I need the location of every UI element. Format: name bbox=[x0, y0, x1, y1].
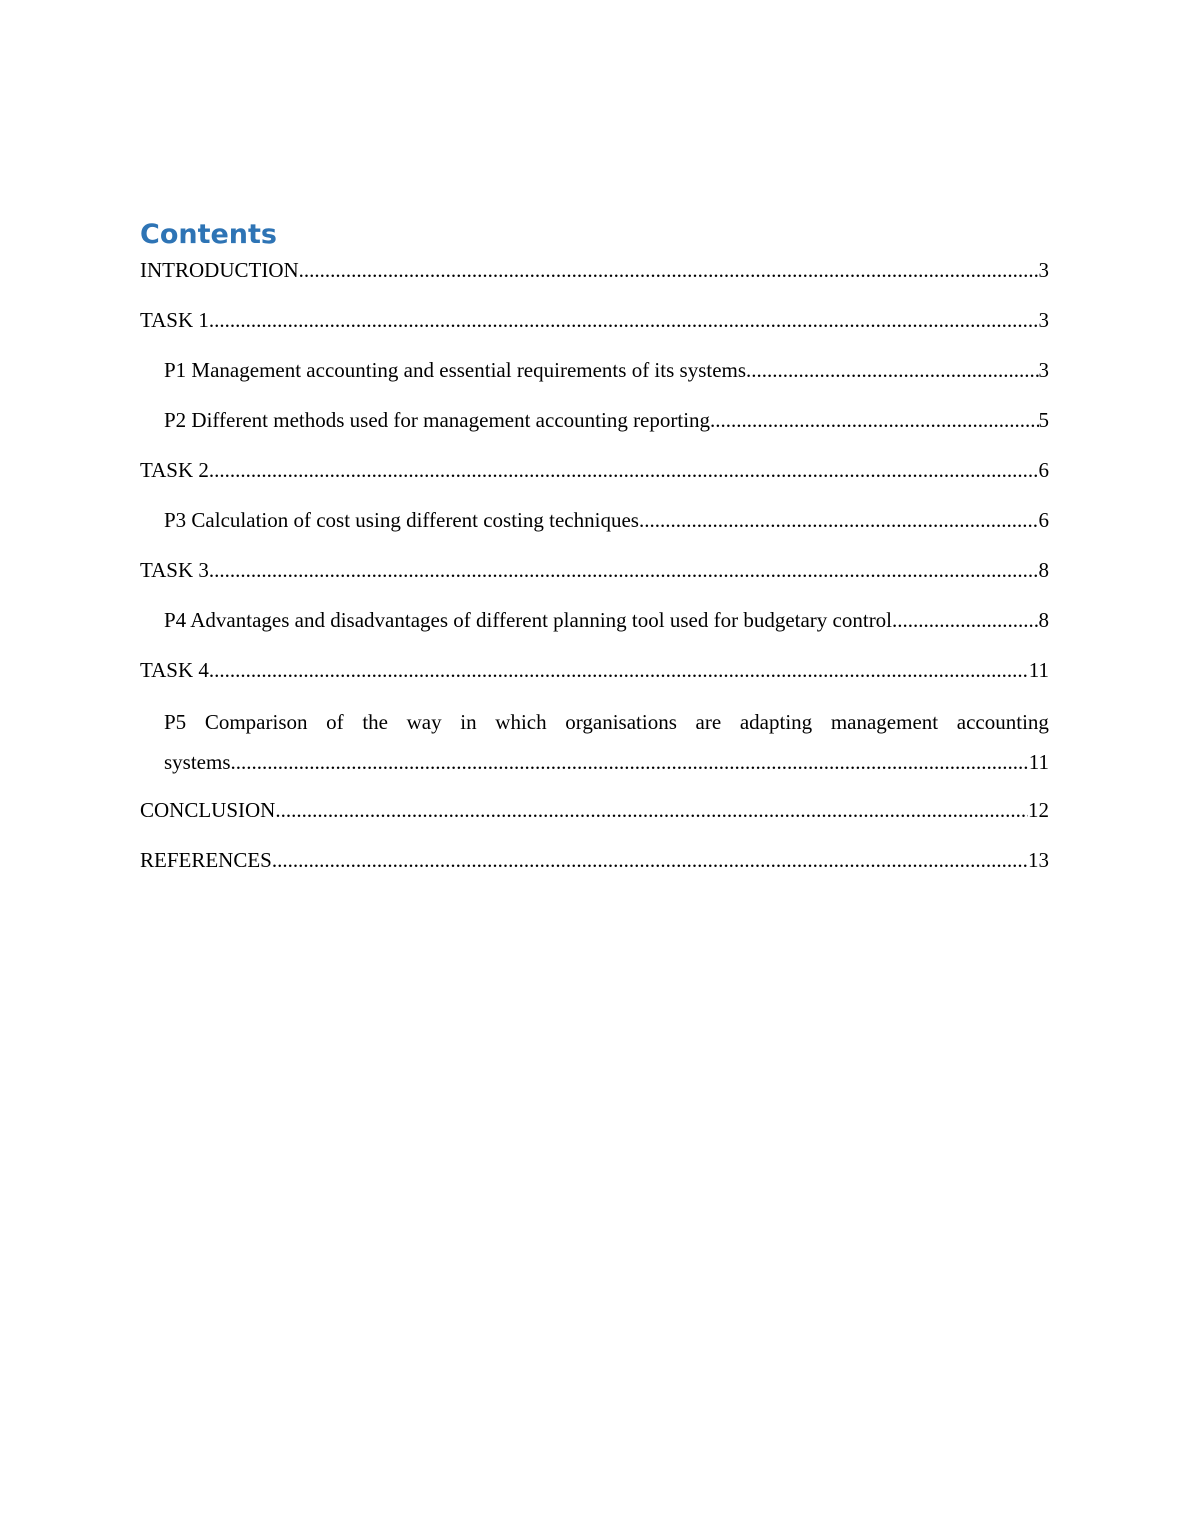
toc-entry-conclusion[interactable] bbox=[140, 792, 1049, 842]
toc-entry-label: P1 Management accounting and essential requirements of its systems bbox=[164, 358, 747, 382]
dot-leader bbox=[892, 602, 1038, 639]
toc-entry-task-4[interactable] bbox=[140, 652, 1049, 702]
toc-entry-word: P5 bbox=[164, 710, 187, 734]
toc-entry-word: accounting bbox=[956, 710, 1049, 734]
toc-entry-p1[interactable] bbox=[140, 352, 1049, 402]
toc-entry-p3[interactable] bbox=[140, 502, 1049, 552]
toc-entry-p5[interactable] bbox=[140, 702, 1049, 792]
dot-leader bbox=[639, 502, 1039, 539]
toc-entry-label: P2 Different methods used for management accounting reporting bbox=[164, 408, 711, 432]
toc-page-number: 3 bbox=[1038, 308, 1049, 332]
toc-entry-word: which bbox=[495, 710, 547, 734]
dot-leader bbox=[209, 652, 1029, 689]
toc-entry-label-line-1 bbox=[164, 702, 1049, 742]
toc-page-number: 8 bbox=[1038, 608, 1049, 632]
dot-leader bbox=[746, 352, 1038, 389]
toc-page-number: 6 bbox=[1038, 458, 1049, 482]
toc-page-number: 11 bbox=[1028, 750, 1049, 774]
toc-page-number: 13 bbox=[1028, 848, 1049, 872]
toc-entry-word: Comparison bbox=[204, 710, 308, 734]
toc-title: Contents bbox=[140, 219, 278, 250]
toc-page-number: 6 bbox=[1038, 508, 1049, 532]
toc-entry-label: TASK 3 bbox=[140, 558, 209, 582]
dot-leader bbox=[209, 452, 1039, 489]
toc-entry-word: the bbox=[362, 710, 388, 734]
toc-list bbox=[140, 252, 1049, 892]
toc-entry-word: adapting bbox=[739, 710, 813, 734]
toc-page-number: 8 bbox=[1038, 558, 1049, 582]
toc-entry-label: CONCLUSION bbox=[140, 798, 276, 822]
toc-page-number: 3 bbox=[1038, 358, 1049, 382]
toc-entry-p4[interactable] bbox=[140, 602, 1049, 652]
toc-entry-task-2[interactable] bbox=[140, 452, 1049, 502]
toc-page-number: 3 bbox=[1038, 258, 1049, 282]
dot-leader bbox=[209, 302, 1039, 339]
toc-entry-word: are bbox=[695, 710, 722, 734]
table-of-contents bbox=[140, 218, 1049, 892]
dot-leader bbox=[710, 402, 1038, 439]
toc-entry-task-1[interactable] bbox=[140, 302, 1049, 352]
toc-page-number: 12 bbox=[1028, 798, 1049, 822]
toc-entry-word: of bbox=[326, 710, 344, 734]
toc-entry-p2[interactable] bbox=[140, 402, 1049, 452]
toc-entry-label: TASK 2 bbox=[140, 458, 209, 482]
dot-leader bbox=[231, 742, 1029, 782]
toc-entry-word: way bbox=[406, 710, 442, 734]
toc-entry-label: TASK 1 bbox=[140, 308, 209, 332]
toc-entry-label: TASK 4 bbox=[140, 658, 209, 682]
dot-leader bbox=[209, 552, 1039, 589]
toc-entry-word: in bbox=[460, 710, 477, 734]
toc-page-number: 11 bbox=[1028, 658, 1049, 682]
dot-leader bbox=[272, 842, 1028, 879]
toc-entry-label: INTRODUCTION bbox=[140, 258, 299, 282]
toc-entry-word: management bbox=[830, 710, 939, 734]
toc-entry-label: P4 Advantages and disadvantages of different planning tool used for budgetary control bbox=[164, 608, 893, 632]
toc-entry-label: REFERENCES bbox=[140, 848, 272, 872]
toc-page-number: 5 bbox=[1038, 408, 1049, 432]
toc-entry-task-3[interactable] bbox=[140, 552, 1049, 602]
dot-leader bbox=[299, 252, 1039, 289]
toc-entry-label: P3 Calculation of cost using different costing techniques bbox=[164, 508, 639, 532]
toc-entry-label-continued: systems bbox=[164, 750, 231, 774]
toc-entry-introduction[interactable] bbox=[140, 252, 1049, 302]
toc-entry-word: organisations bbox=[565, 710, 677, 734]
dot-leader bbox=[275, 792, 1028, 829]
toc-entry-references[interactable] bbox=[140, 842, 1049, 892]
